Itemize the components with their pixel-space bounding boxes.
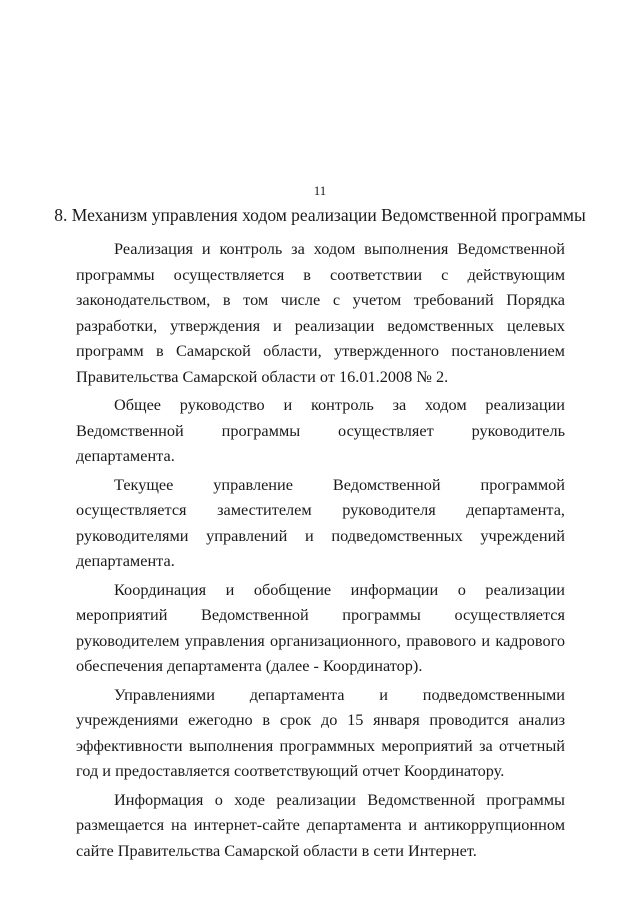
page-number: 11 [313,183,327,198]
section-body [76,236,565,863]
paragraph-annual-analysis: Управлениями департамента и подведомственными учреждениями ежегодно в срок до 15 января проводится анализ эффективности выполнения программных мероприятий за отчетный год и предоставляется соответствующий отчет Координатору. [76,684,565,780]
paragraph-publication: Информация о ходе реализации Ведомственной программы размещается на интернет-сайте департамента и антикоррупционном сайте Правительства Самарской области в сети Интернет. [76,789,565,860]
paragraph-coordination: Координация и обобщение информации о реализации мероприятий Ведомственной программы осуществляется руководителем управления организационного, правового и кадрового обеспечения департамента (далее - Координатор). [76,579,565,675]
paragraph-general-management: Общее руководство и контроль за ходом реализации Ведомственной программы осуществляет руководитель департамента. [76,395,565,465]
paragraph-implementation-control: Реализация и контроль за ходом выполнения Ведомственной программы осуществляется в соответствии с действующим законодательством, в том числе с учетом требований Порядка разработки, утверждения и реализации ведомственных целевых программ в Самарской области, утвержденного постановлением Правительства Самарской области от 16.01.2008 № 2. [76,239,565,386]
paragraph-current-management: Текущее управление Ведомственной программой осуществляется заместителем руководителя департамента, руководителями управлений и подведомственных учреждений департамента. [76,474,565,570]
section-heading: 8. Механизм управления ходом реализации Ведомственной программы [54,205,586,225]
